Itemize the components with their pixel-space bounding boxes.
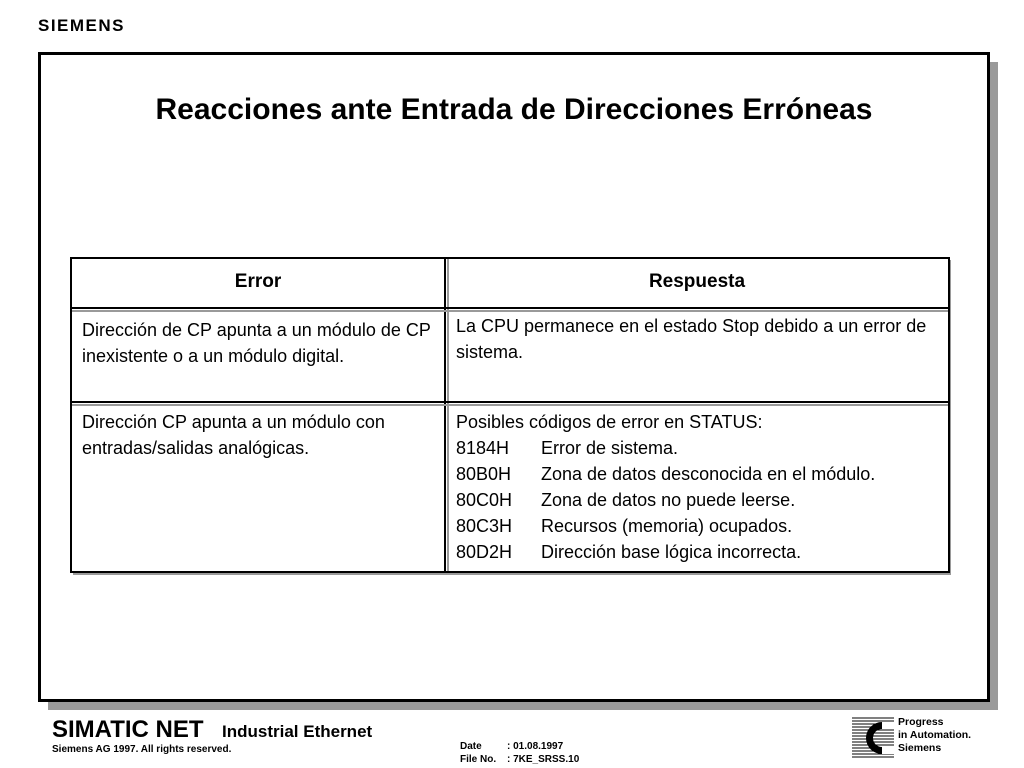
date-label: Date bbox=[460, 741, 482, 752]
row1-response: La CPU permanece en el estado Stop debido a un error de sistema. bbox=[456, 316, 927, 362]
file-label: File No. bbox=[460, 754, 497, 765]
slogan bbox=[898, 716, 971, 755]
siemens-progress-logo-icon bbox=[852, 716, 894, 760]
row-divider bbox=[72, 401, 948, 403]
status-code: 80C3H bbox=[456, 516, 513, 536]
status-code: 80C0H bbox=[456, 490, 513, 510]
error-table bbox=[70, 257, 950, 573]
status-code-desc: Zona de datos no puede leerse. bbox=[541, 490, 796, 510]
siemens-brand: SIEMENS bbox=[38, 16, 126, 35]
product-name: SIMATIC NET bbox=[52, 716, 204, 743]
slogan-line: Siemens bbox=[898, 742, 942, 754]
slide-frame bbox=[38, 52, 990, 702]
status-code: 80B0H bbox=[456, 464, 512, 484]
footer-product bbox=[52, 716, 372, 755]
header-response: Respuesta bbox=[648, 271, 746, 292]
status-code-desc: Zona de datos desconocida en el módulo. bbox=[541, 464, 876, 484]
product-subtitle: Industrial Ethernet bbox=[222, 722, 373, 741]
column-divider bbox=[444, 259, 446, 571]
footer-meta bbox=[460, 740, 579, 766]
row1-error: Dirección de CP apunta a un módulo de CP inexistente o a un módulo digital. bbox=[82, 320, 431, 366]
status-code-desc: Error de sistema. bbox=[541, 438, 679, 458]
status-codes-intro: Posibles códigos de error en STATUS: bbox=[456, 412, 763, 432]
header-error: Error bbox=[234, 271, 282, 292]
slogan-line: in Automation. bbox=[898, 729, 972, 741]
copyright: Siemens AG 1997. All rights reserved. bbox=[52, 744, 232, 755]
status-code-desc: Dirección base lógica incorrecta. bbox=[541, 542, 802, 562]
status-code: 8184H bbox=[456, 438, 510, 458]
status-code-desc: Recursos (memoria) ocupados. bbox=[541, 516, 793, 536]
status-code-list bbox=[456, 435, 944, 565]
header-divider bbox=[72, 307, 948, 309]
status-code: 80D2H bbox=[456, 542, 513, 562]
file-value: : 7KE_SRSS.10 bbox=[507, 754, 580, 765]
date-value: : 01.08.1997 bbox=[507, 741, 564, 752]
slogan-line: Progress bbox=[898, 716, 944, 728]
row2-response bbox=[456, 409, 944, 565]
slide-title: Reacciones ante Entrada de Direcciones Erróneas bbox=[155, 93, 873, 126]
row2-error: Dirección CP apunta a un módulo con entradas/salidas analógicas. bbox=[82, 412, 385, 458]
